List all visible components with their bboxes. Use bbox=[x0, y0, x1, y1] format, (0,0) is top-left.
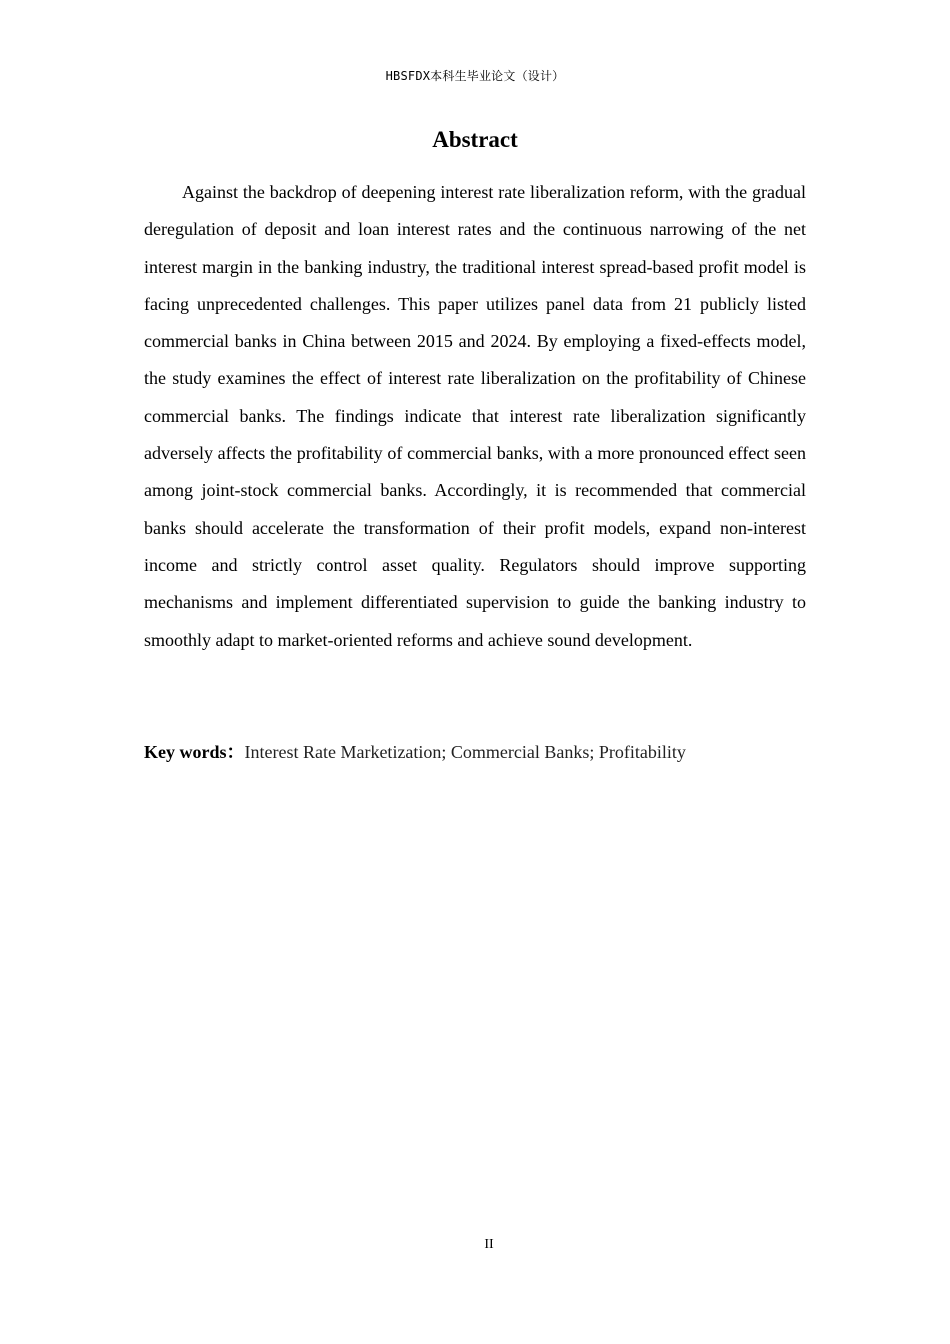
keywords-label: Key words： bbox=[144, 742, 245, 762]
keywords-value: Interest Rate Marketization; Commercial Banks; Profitability bbox=[244, 742, 686, 762]
abstract-title: Abstract bbox=[432, 127, 518, 152]
keywords-line bbox=[144, 737, 806, 767]
page-number: II bbox=[484, 1237, 494, 1252]
abstract-body: Against the backdrop of deepening interest rate liberalization reform, with the gradual deregulation of deposit and loan interest rates and the continuous narrowing of the net interest margin in the banking industry, the traditional interest spread-based profit model is facing unprecedented challenges. This paper utilizes panel data from 21 publicly listed commercial banks in China between 2015 and 2024. By employing a fixed-effects model, the study examines the effect of interest rate liberalization on the profitability of Chinese commercial banks. The findings indicate that interest rate liberalization significantly adversely affects the profitability of commercial banks, with a more pronounced effect seen among joint-stock commercial banks. Accordingly, it is recommended that commercial banks should accelerate the transformation of their profit models, expand non-interest income and strictly control asset quality. Regulators should improve supporting mechanisms and implement differentiated supervision to guide the banking industry to smoothly adapt to market-oriented reforms and achieve sound development. bbox=[144, 182, 806, 650]
running-header: HBSFDX本科生毕业论文（设计） bbox=[385, 69, 565, 83]
